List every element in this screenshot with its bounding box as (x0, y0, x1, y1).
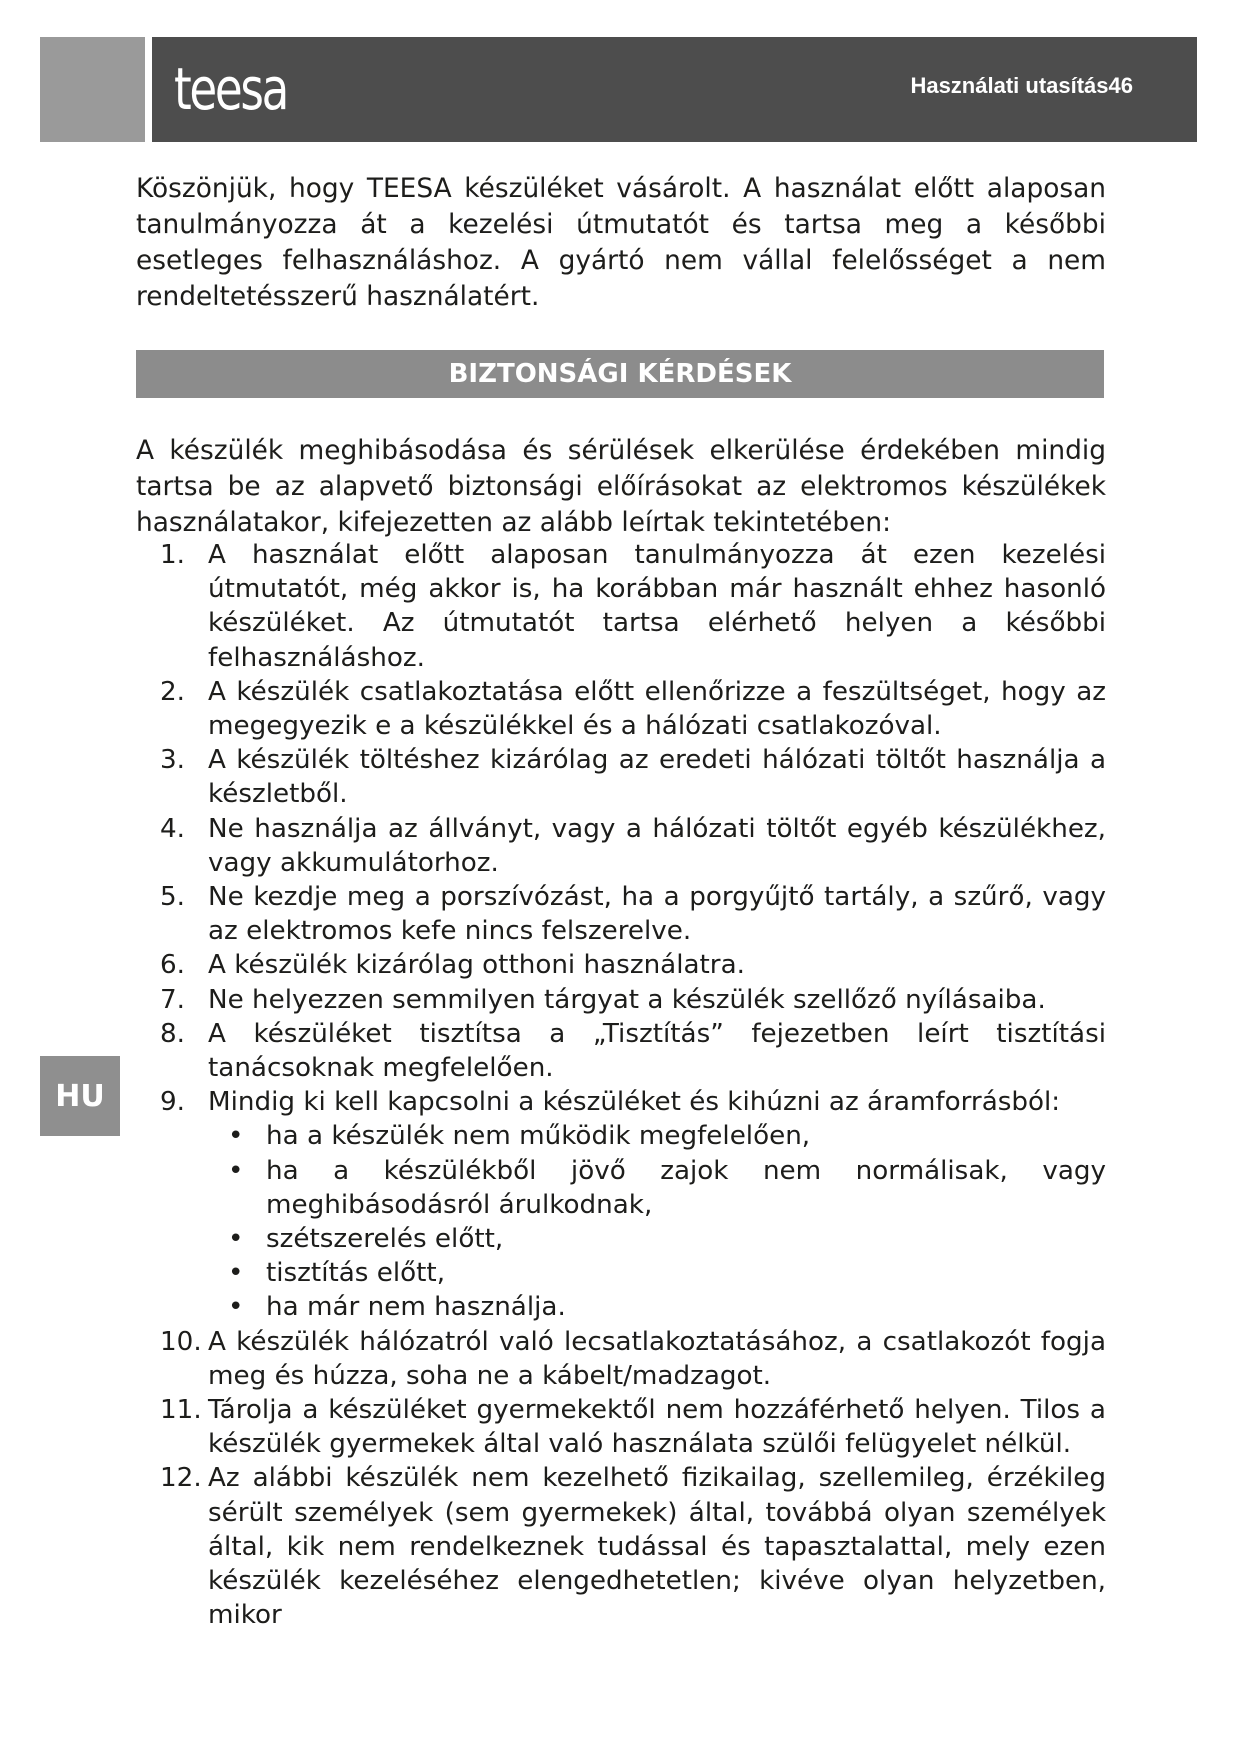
bullet-icon: • (228, 1292, 244, 1323)
rule-number: 12. (160, 1463, 202, 1494)
bullet-item (208, 1222, 1106, 1256)
bullet-text: ha már nem használja. (266, 1292, 566, 1323)
rule-number: 6. (160, 950, 185, 981)
language-tab: HU (40, 1056, 120, 1136)
header-accent-block (40, 37, 145, 142)
bullet-text: ha a készülékből jövő zajok nem normálisak, vagy meghibásodásról árulkodnak, (266, 1155, 1106, 1220)
rule-number: 8. (160, 1018, 185, 1049)
rule-number: 2. (160, 676, 185, 707)
section-intro: A készülék meghibásodása és sérülések elkerülése érdekében mindig tartsa be az alapvető biztonsági előírásokat az elektromos készülékek használatakor, kifejezetten az alább leírtak tekintetében: (136, 435, 1106, 538)
rule-item (136, 1325, 1106, 1393)
rule-item (136, 948, 1106, 982)
rule-number: 4. (160, 813, 185, 844)
rule-text: Ne kezdje meg a porszívózást, ha a porgyűjtő tartály, a szűrő, vagy az elektromos kefe nincs felszerelve. (208, 882, 1106, 947)
bullet-item (208, 1290, 1106, 1324)
rule-number: 11. (160, 1395, 202, 1426)
rule-9-bullets (208, 1119, 1106, 1324)
rule-number: 10. (160, 1326, 202, 1357)
rule-number: 5. (160, 882, 185, 913)
bullet-icon: • (228, 1258, 244, 1289)
intro-paragraph: Köszönjük, hogy TEESA készüléket vásárolt. A használat előtt alaposan tanulmányozza át a kezelési útmutatót és tartsa meg a későbbi esetleges felhasználáshoz. A gyártó nem vállal felelősséget a nem rendeltetésszerű használatért. (136, 173, 1106, 312)
rule-number: 1. (160, 540, 185, 570)
header-title: Használati utasítás46 (910, 73, 1133, 98)
rule-item (136, 743, 1106, 811)
bullet-text: szétszerelés előtt, (266, 1224, 504, 1255)
bullet-item (208, 1154, 1106, 1222)
section-title-bar: BIZTONSÁGI KÉRDÉSEK (136, 350, 1104, 398)
rule-text: A készülék hálózatról való lecsatlakoztatásához, a csatlakozót fogja meg és húzza, soha ne a kábelt/madzagot. (208, 1326, 1106, 1391)
bullet-text: tisztítás előtt, (266, 1258, 446, 1289)
rule-text: Az alábbi készülék nem kezelhető fizikailag, szellemileg, érzékileg sérült személyek (sem gyermekek) által, továbbá olyan személyek által, kik nem rendelkeznek tudással és tapasztalattal, mely ezen készülék kezeléséhez elengedhetetlen; kivéve olyan helyzetben, mikor (208, 1463, 1106, 1631)
bullet-icon: • (228, 1121, 244, 1152)
safety-rules-list (136, 538, 1106, 1633)
header-bar (152, 37, 1197, 142)
rule-text: Mindig ki kell kapcsolni a készüléket és kihúzni az áramforrásból: (208, 1087, 1061, 1118)
rule-item (136, 1085, 1106, 1324)
rule-text: A készülék csatlakoztatása előtt ellenőrizze a feszültséget, hogy az megegyezik e a készülékkel és a hálózati csatlakozóval. (208, 676, 1106, 742)
rule-number: 3. (160, 745, 185, 776)
rule-item (136, 880, 1106, 948)
rule-item (136, 1393, 1106, 1461)
bullet-item (208, 1256, 1106, 1290)
rule-item (136, 1017, 1106, 1085)
rule-item (136, 538, 1106, 675)
rule-text: Tárolja a készüléket gyermekektől nem hozzáférhető helyen. Tilos a készülék gyermekek által való használata szülői felügyelet nélkül. (208, 1395, 1106, 1460)
rule-text: A készülék kizárólag otthoni használatra. (208, 950, 745, 981)
rule-number: 9. (160, 1087, 185, 1118)
rule-text: A használat előtt alaposan tanulmányozza át ezen kezelési útmutatót, még akkor is, ha korábban már használt ehhez hasonló készüléket. Az útmutatót tartsa elérhető helyen a későbbi felhasználáshoz. (208, 540, 1106, 673)
rule-item (136, 812, 1106, 880)
bullet-item (208, 1119, 1106, 1153)
bullet-icon: • (228, 1155, 244, 1186)
teesa-logo: teesa (174, 55, 288, 123)
rule-item (136, 983, 1106, 1017)
rule-text: Ne használja az állványt, vagy a hálózati töltőt egyéb készülékhez, vagy akkumulátorhoz. (208, 813, 1106, 878)
rule-text: A készüléket tisztítsa a „Tisztítás” fejezetben leírt tisztítási tanácsoknak megfelelően. (208, 1018, 1106, 1084)
rule-item (136, 1461, 1106, 1632)
rule-text: Ne helyezzen semmilyen tárgyat a készülék szellőző nyílásaiba. (208, 984, 1046, 1015)
bullet-text: ha a készülék nem működik megfelelően, (266, 1121, 811, 1152)
rule-number: 7. (160, 984, 185, 1015)
rule-item (136, 675, 1106, 743)
bullet-icon: • (228, 1224, 244, 1255)
rule-text: A készülék töltéshez kizárólag az eredeti hálózati töltőt használja a készletből. (208, 745, 1106, 810)
